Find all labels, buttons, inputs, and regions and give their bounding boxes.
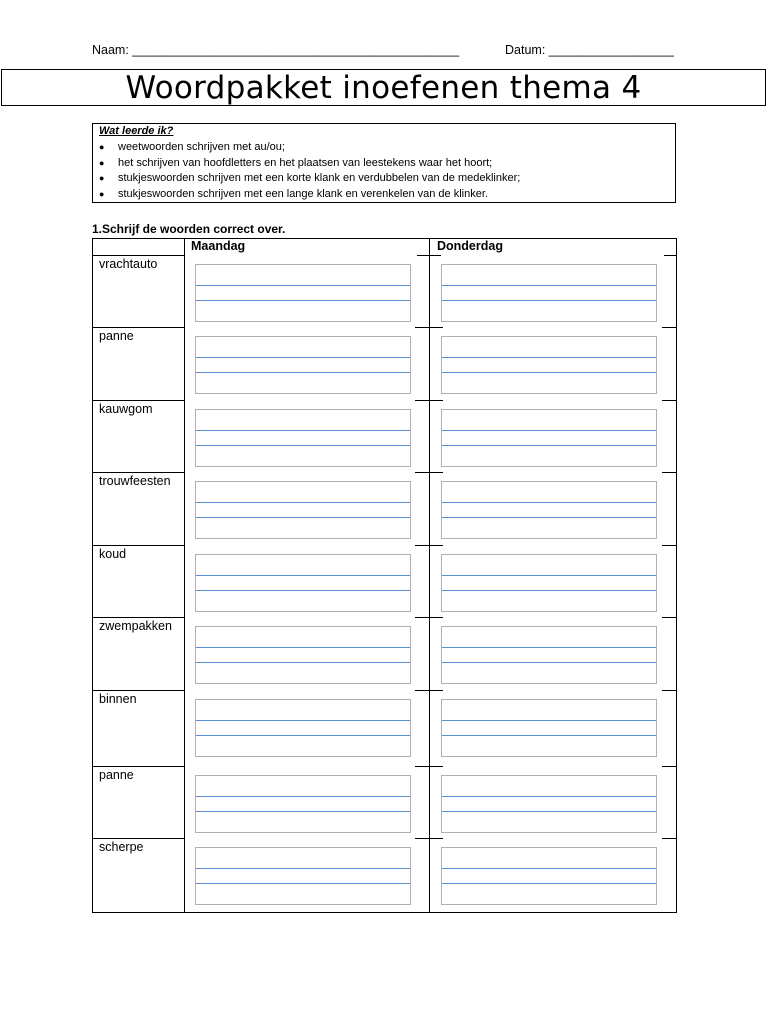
word-label: vrachtauto — [99, 257, 158, 271]
row-divider — [662, 400, 676, 401]
writing-box-donderdag[interactable] — [441, 481, 657, 539]
row-divider — [662, 690, 676, 691]
row-divider — [415, 545, 443, 546]
table-column-divider — [429, 238, 430, 913]
row-divider — [415, 617, 443, 618]
writing-box-donderdag[interactable] — [441, 847, 657, 905]
row-divider — [415, 327, 443, 328]
writing-guide-line — [196, 662, 410, 663]
row-divider — [662, 766, 676, 767]
writing-guide-line — [196, 811, 410, 812]
writing-box-donderdag[interactable] — [441, 775, 657, 833]
writing-guide-line — [442, 357, 656, 358]
writing-guide-line — [442, 720, 656, 721]
row-divider — [662, 327, 676, 328]
word-label: scherpe — [99, 840, 144, 854]
writing-guide-line — [196, 357, 410, 358]
row-divider — [662, 617, 676, 618]
row-divider — [92, 766, 184, 767]
writing-box-maandag[interactable] — [195, 775, 411, 833]
writing-box-maandag[interactable] — [195, 699, 411, 757]
exercise-title: 1.Schrijf de woorden correct over. — [92, 222, 286, 236]
word-label: kauwgom — [99, 402, 153, 416]
writing-guide-line — [442, 372, 656, 373]
writing-box-donderdag[interactable] — [441, 336, 657, 394]
writing-guide-line — [196, 720, 410, 721]
word-label: panne — [99, 768, 134, 782]
writing-guide-line — [442, 735, 656, 736]
writing-guide-line — [196, 430, 410, 431]
row-divider — [662, 472, 676, 473]
writing-guide-line — [196, 883, 410, 884]
row-divider — [92, 255, 184, 256]
title-box — [1, 69, 766, 106]
writing-guide-line — [196, 735, 410, 736]
writing-guide-line — [442, 662, 656, 663]
row-divider — [415, 690, 443, 691]
writing-guide-line — [442, 445, 656, 446]
word-label: trouwfeesten — [99, 474, 171, 488]
writing-guide-line — [196, 502, 410, 503]
writing-guide-line — [442, 430, 656, 431]
writing-box-maandag[interactable] — [195, 554, 411, 612]
page-title: Woordpakket inoefenen thema 4 — [125, 70, 642, 106]
row-divider — [664, 255, 676, 256]
writing-guide-line — [442, 868, 656, 869]
row-divider — [92, 617, 184, 618]
table-border-right — [676, 238, 677, 913]
row-divider — [415, 472, 443, 473]
row-divider — [92, 545, 184, 546]
table-column-divider — [184, 238, 185, 913]
writing-box-donderdag[interactable] — [441, 409, 657, 467]
word-label: panne — [99, 329, 134, 343]
writing-guide-line — [442, 647, 656, 648]
writing-guide-line — [196, 868, 410, 869]
row-divider — [415, 400, 443, 401]
writing-guide-line — [442, 575, 656, 576]
learning-goal-item: ● stukjeswoorden schrijven met een korte klank en verdubbelen van de medeklinker; — [99, 171, 669, 187]
writing-box-maandag[interactable] — [195, 264, 411, 322]
word-label: binnen — [99, 692, 137, 706]
table-border-left — [92, 238, 93, 913]
column-header-donderdag: Donderdag — [437, 239, 503, 253]
learning-goal-item: ● het schrijven van hoofdletters en het plaatsen van leestekens waar het hoort; — [99, 156, 669, 172]
name-field-label[interactable]: Naam: _______________________________________________ — [92, 43, 460, 57]
writing-guide-line — [196, 647, 410, 648]
learning-goal-item: ● weetwoorden schrijven met au/ou; — [99, 140, 669, 156]
writing-guide-line — [196, 590, 410, 591]
row-divider — [415, 766, 443, 767]
writing-guide-line — [442, 883, 656, 884]
writing-guide-line — [196, 372, 410, 373]
writing-box-maandag[interactable] — [195, 409, 411, 467]
writing-guide-line — [442, 517, 656, 518]
writing-guide-line — [442, 811, 656, 812]
row-divider — [415, 838, 443, 839]
writing-box-maandag[interactable] — [195, 626, 411, 684]
writing-guide-line — [196, 796, 410, 797]
writing-guide-line — [442, 590, 656, 591]
writing-guide-line — [442, 502, 656, 503]
writing-guide-line — [196, 285, 410, 286]
writing-guide-line — [442, 300, 656, 301]
table-border-bottom — [92, 912, 677, 913]
date-field-label[interactable]: Datum: __________________ — [505, 43, 674, 57]
writing-guide-line — [196, 575, 410, 576]
learning-goals-list — [99, 140, 669, 202]
writing-guide-line — [196, 517, 410, 518]
learning-goals-title: Wat leerde ik? — [99, 125, 174, 137]
writing-box-donderdag[interactable] — [441, 699, 657, 757]
learning-goal-item: ● stukjeswoorden schrijven met een lange klank en verenkelen van de klinker. — [99, 187, 669, 203]
writing-guide-line — [196, 300, 410, 301]
writing-box-donderdag[interactable] — [441, 554, 657, 612]
column-header-maandag: Maandag — [191, 239, 246, 253]
row-divider — [662, 545, 676, 546]
row-divider — [92, 327, 184, 328]
writing-box-donderdag[interactable] — [441, 626, 657, 684]
writing-box-maandag[interactable] — [195, 336, 411, 394]
row-divider — [92, 472, 184, 473]
row-divider — [92, 838, 184, 839]
row-divider — [92, 690, 184, 691]
word-label: koud — [99, 547, 127, 561]
table-border-top — [92, 238, 677, 239]
row-divider — [417, 255, 441, 256]
writing-guide-line — [442, 796, 656, 797]
row-divider — [662, 838, 676, 839]
row-divider — [92, 400, 184, 401]
writing-guide-line — [442, 285, 656, 286]
writing-guide-line — [196, 445, 410, 446]
writing-box-maandag[interactable] — [195, 847, 411, 905]
learning-goals-box — [92, 123, 676, 203]
writing-box-maandag[interactable] — [195, 481, 411, 539]
writing-box-donderdag[interactable] — [441, 264, 657, 322]
word-label: zwempakken — [99, 619, 172, 633]
